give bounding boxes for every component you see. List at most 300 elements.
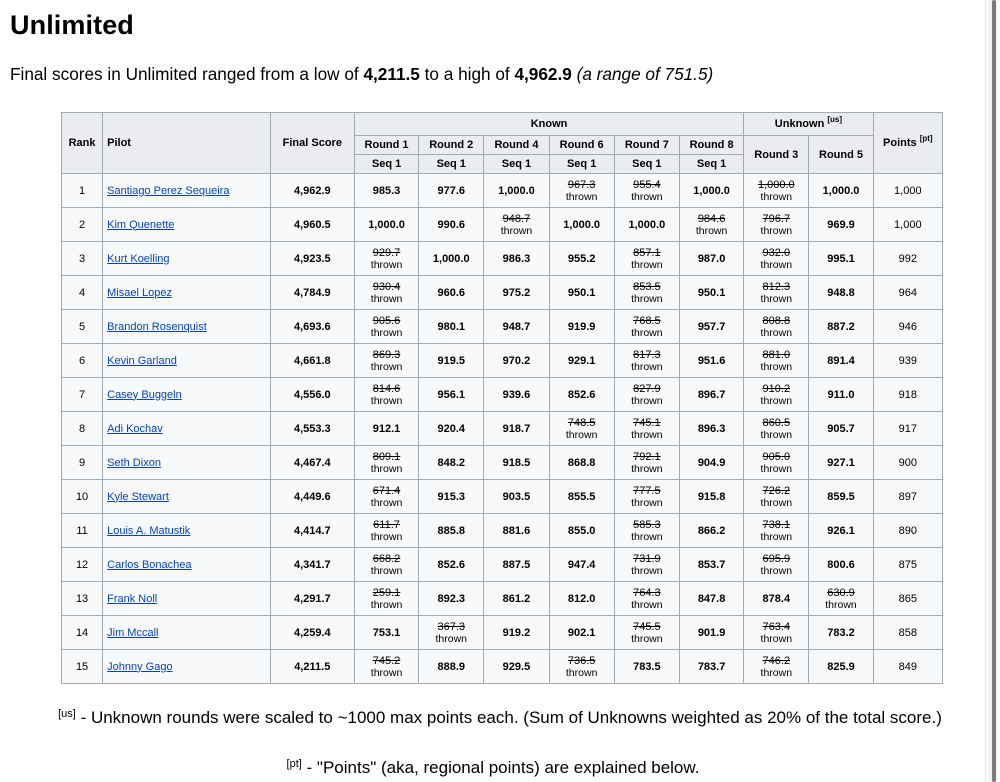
thrown-score: 764.3	[633, 586, 661, 599]
thrown-label: thrown	[370, 258, 403, 271]
score-cell	[614, 446, 679, 480]
footnote-unknown-text: - Unknown rounds were scaled to ~1000 max points each. (Sum of Unknowns weighted as 20% of the total score.)	[75, 708, 942, 727]
rank-cell: 7	[62, 378, 103, 412]
thrown-score: 905.6	[372, 314, 401, 327]
score-value: 950.1	[697, 286, 726, 299]
score-value: 1,000.0	[368, 218, 405, 231]
score-cell	[419, 480, 484, 514]
score-value: 861.2	[502, 592, 531, 605]
pilot-cell	[103, 412, 271, 446]
thrown-label: thrown	[565, 428, 598, 441]
score-cell	[419, 446, 484, 480]
thrown-score: 910.2	[762, 382, 791, 395]
score-cell	[484, 650, 549, 684]
score-value: 783.2	[827, 626, 855, 639]
thrown-label: thrown	[760, 632, 793, 645]
points-cell: 939	[873, 344, 942, 378]
col-header-known-round[interactable]: Round 6	[549, 136, 614, 155]
thrown-score: 736.5	[567, 654, 596, 667]
vertical-scrollbar[interactable]	[985, 0, 1000, 782]
summary-range-note: (a range of 751.5)	[576, 64, 714, 84]
score-cell	[679, 276, 743, 310]
score-cell	[419, 514, 484, 548]
final-score-cell: 4,449.6	[270, 480, 354, 514]
score-cell	[354, 310, 418, 344]
section-heading: Unlimited	[10, 10, 134, 40]
points-cell: 849	[873, 650, 942, 684]
thrown-score: 738.1	[762, 518, 791, 531]
score-value: 885.8	[437, 524, 465, 537]
score-value: 852.6	[567, 388, 596, 401]
score-value: 903.5	[502, 490, 531, 503]
score-cell	[809, 650, 873, 684]
points-cell: 897	[873, 480, 942, 514]
score-value: 947.4	[567, 558, 596, 571]
score-cell	[614, 208, 679, 242]
score-cell	[549, 344, 614, 378]
thrown-score: 792.1	[633, 450, 661, 463]
footnote-unknown-ref: [us]	[58, 708, 76, 720]
score-cell	[744, 548, 809, 582]
score-value: 783.7	[697, 660, 726, 673]
thrown-score: 948.7	[502, 212, 531, 225]
thrown-label: thrown	[370, 564, 403, 577]
score-cell	[614, 344, 679, 378]
score-value: 896.3	[697, 422, 726, 435]
thrown-score: 809.1	[372, 450, 401, 463]
summary-high-score: 4,962.9	[514, 64, 572, 84]
score-cell	[484, 616, 549, 650]
score-cell	[679, 616, 743, 650]
points-cell: 858	[873, 616, 942, 650]
pilot-cell	[103, 208, 271, 242]
table-row	[62, 480, 943, 514]
thrown-score: 745.1	[633, 416, 661, 429]
score-value: 887.5	[502, 558, 531, 571]
thrown-label: thrown	[760, 530, 793, 543]
thrown-score: 726.2	[762, 484, 791, 497]
final-score-cell: 4,923.5	[270, 242, 354, 276]
score-value: 848.2	[437, 456, 465, 469]
col-header-known-round[interactable]: Round 4	[484, 136, 549, 155]
thrown-score: 745.5	[633, 620, 661, 633]
score-cell	[484, 344, 549, 378]
col-header-known-round[interactable]: Round 2	[419, 136, 484, 155]
score-cell	[744, 446, 809, 480]
score-value: 918.7	[502, 422, 531, 435]
final-score-cell: 4,784.9	[270, 276, 354, 310]
score-value: 960.6	[437, 286, 465, 299]
score-cell	[549, 412, 614, 446]
score-cell	[549, 242, 614, 276]
footnote-points-text: - "Points" (aka, regional points) are explained below.	[301, 758, 700, 777]
final-score-cell: 4,693.6	[270, 310, 354, 344]
pilot-link[interactable]: Kim Quenette	[107, 218, 175, 231]
score-value: 892.3	[437, 592, 465, 605]
table-row	[62, 582, 943, 616]
score-value: 866.2	[697, 524, 726, 537]
score-cell	[354, 344, 418, 378]
table-row	[62, 310, 943, 344]
score-value: 919.5	[437, 354, 465, 367]
rank-cell: 15	[62, 650, 103, 684]
thrown-score: 585.3	[633, 518, 661, 531]
score-cell	[614, 242, 679, 276]
score-cell	[354, 480, 418, 514]
thrown-label: thrown	[435, 632, 467, 645]
score-cell	[614, 582, 679, 616]
thrown-label: thrown	[631, 326, 663, 339]
pilot-cell	[103, 582, 271, 616]
score-value: 825.9	[827, 660, 855, 673]
points-label: Points	[883, 137, 917, 149]
score-value: 855.5	[567, 490, 596, 503]
score-cell	[679, 412, 743, 446]
pilot-cell	[103, 174, 271, 208]
col-header-final-score[interactable]: Final Score	[270, 113, 354, 174]
thrown-score: 745.2	[372, 654, 401, 667]
pilot-link[interactable]: Adi Kochav	[107, 422, 163, 435]
thrown-label: thrown	[631, 292, 663, 305]
score-value: 887.2	[827, 320, 855, 333]
thrown-score: 611.7	[373, 518, 400, 531]
thrown-label: thrown	[631, 632, 663, 645]
score-value: 948.7	[502, 320, 531, 333]
thrown-label: thrown	[760, 394, 793, 407]
thrown-label: thrown	[370, 292, 403, 305]
points-cell: 1,000	[873, 174, 942, 208]
score-cell	[744, 412, 809, 446]
thrown-score: 827.9	[633, 382, 661, 395]
score-cell	[744, 582, 809, 616]
summary-low-score: 4,211.5	[363, 64, 420, 84]
final-score-cell: 4,467.4	[270, 446, 354, 480]
score-cell	[354, 650, 418, 684]
score-cell	[679, 344, 743, 378]
pilot-link[interactable]: Jim Mccall	[107, 626, 159, 639]
summary-text-1: Final scores in Unlimited ranged from a low of	[10, 64, 364, 84]
col-header-seq: Seq 1	[354, 155, 418, 174]
col-header-rank[interactable]: Rank	[62, 113, 103, 174]
thrown-score: 905.0	[762, 450, 791, 463]
col-header-seq: Seq 1	[614, 155, 679, 174]
pilot-link[interactable]: Misael Lopez	[107, 286, 172, 299]
thrown-label: thrown	[370, 598, 403, 611]
score-cell	[419, 548, 484, 582]
score-cell	[679, 582, 743, 616]
thrown-label: thrown	[760, 224, 793, 237]
col-header-round-5[interactable]: Round 5	[809, 136, 873, 174]
score-cell	[679, 242, 743, 276]
score-value: 852.6	[437, 558, 465, 571]
thrown-label: thrown	[631, 462, 663, 475]
final-score-cell: 4,962.9	[270, 174, 354, 208]
score-value: 919.2	[502, 626, 531, 639]
score-value: 986.3	[502, 252, 531, 265]
points-cell: 918	[873, 378, 942, 412]
rank-cell: 13	[62, 582, 103, 616]
score-value: 926.1	[827, 524, 855, 537]
points-cell: 964	[873, 276, 942, 310]
score-value: 881.6	[502, 524, 531, 537]
group-header-known: Known	[354, 113, 743, 136]
score-cell	[679, 514, 743, 548]
score-value: 847.8	[697, 592, 726, 605]
score-cell	[354, 446, 418, 480]
rank-cell: 11	[62, 514, 103, 548]
table-body	[62, 174, 943, 684]
col-header-seq: Seq 1	[419, 155, 484, 174]
score-cell	[419, 242, 484, 276]
pilot-link[interactable]: Frank Noll	[107, 592, 158, 605]
score-cell	[809, 378, 873, 412]
score-cell	[484, 446, 549, 480]
footnote-points-ref: [pt]	[286, 758, 302, 770]
pilot-link[interactable]: Louis A. Matustik	[107, 524, 191, 537]
score-cell	[809, 310, 873, 344]
score-cell	[419, 310, 484, 344]
final-score-cell: 4,259.4	[270, 616, 354, 650]
score-cell	[484, 378, 549, 412]
thrown-label: thrown	[631, 530, 663, 543]
score-cell	[354, 378, 418, 412]
thrown-label: thrown	[370, 530, 403, 543]
thrown-label: thrown	[370, 394, 403, 407]
thrown-label: thrown	[631, 496, 663, 509]
score-cell	[614, 310, 679, 344]
table-row	[62, 412, 943, 446]
thrown-label: thrown	[695, 224, 728, 237]
thrown-label: thrown	[760, 360, 793, 373]
pilot-cell	[103, 446, 271, 480]
thrown-label: thrown	[760, 462, 793, 475]
score-cell	[614, 616, 679, 650]
score-cell	[809, 446, 873, 480]
pilot-cell	[103, 514, 271, 548]
score-value: 1,000.0	[693, 184, 730, 197]
table-row	[62, 616, 943, 650]
table-row	[62, 650, 943, 684]
score-cell	[354, 242, 418, 276]
score-value: 929.5	[502, 660, 531, 673]
score-cell	[419, 276, 484, 310]
score-cell	[679, 650, 743, 684]
points-cell: 865	[873, 582, 942, 616]
thrown-score: 796.7	[762, 212, 791, 225]
rank-cell: 4	[62, 276, 103, 310]
score-cell	[809, 480, 873, 514]
group-header-unknown	[744, 113, 873, 136]
table-row	[62, 378, 943, 412]
score-cell	[809, 514, 873, 548]
footnote-unknown	[20, 707, 980, 728]
table-row	[62, 514, 943, 548]
score-value: 878.4	[762, 592, 791, 605]
pilot-link[interactable]: Brandon Rosenquist	[107, 320, 207, 333]
score-cell	[809, 276, 873, 310]
score-cell	[549, 208, 614, 242]
score-cell	[354, 412, 418, 446]
rank-cell: 10	[62, 480, 103, 514]
rank-cell: 3	[62, 242, 103, 276]
score-value: 956.1	[437, 388, 465, 401]
score-cell	[354, 174, 418, 208]
score-value: 939.6	[502, 388, 531, 401]
thrown-score: 731.9	[633, 552, 661, 565]
rank-cell: 14	[62, 616, 103, 650]
score-cell	[679, 378, 743, 412]
score-cell	[744, 242, 809, 276]
scrollbar-thumb[interactable]	[992, 0, 996, 782]
score-value: 911.0	[827, 388, 855, 401]
final-score-cell: 4,661.8	[270, 344, 354, 378]
score-cell	[354, 208, 418, 242]
pilot-link[interactable]: Carlos Bonachea	[107, 558, 192, 571]
score-cell	[809, 616, 873, 650]
pilot-cell	[103, 480, 271, 514]
score-value: 977.6	[437, 184, 465, 197]
points-cell: 900	[873, 446, 942, 480]
score-value: 927.1	[827, 456, 855, 469]
final-score-cell: 4,211.5	[270, 650, 354, 684]
pilot-link[interactable]: Kurt Koelling	[107, 252, 170, 265]
score-cell	[549, 378, 614, 412]
score-cell	[679, 310, 743, 344]
score-value: 783.5	[633, 660, 661, 673]
col-header-known-round[interactable]: Round 1	[354, 136, 418, 155]
pilot-cell	[103, 310, 271, 344]
pilot-link[interactable]: Santiago Perez Sequeira	[107, 184, 230, 197]
footnote-points	[0, 757, 986, 778]
score-cell	[614, 174, 679, 208]
score-value: 1,000.0	[628, 218, 666, 231]
thrown-label: thrown	[565, 190, 598, 203]
rank-cell: 9	[62, 446, 103, 480]
score-cell	[419, 650, 484, 684]
thrown-label: thrown	[370, 360, 403, 373]
score-value: 957.7	[697, 320, 726, 333]
score-value: 896.7	[697, 388, 726, 401]
thrown-score: 853.5	[633, 280, 661, 293]
thrown-label: thrown	[760, 258, 793, 271]
score-cell	[419, 344, 484, 378]
thrown-label: thrown	[370, 496, 403, 509]
score-cell	[549, 276, 614, 310]
thrown-label: thrown	[760, 428, 793, 441]
points-footnote-ref[interactable]: [pt]	[919, 134, 933, 143]
table-row	[62, 174, 943, 208]
score-value: 812.0	[567, 592, 596, 605]
points-cell: 890	[873, 514, 942, 548]
score-value: 920.4	[437, 422, 465, 435]
thrown-label: thrown	[370, 326, 403, 339]
table-row	[62, 446, 943, 480]
score-cell	[809, 208, 873, 242]
thrown-score: 746.2	[762, 654, 791, 667]
thrown-label: thrown	[825, 598, 857, 611]
unknown-label: Unknown	[774, 118, 825, 130]
thrown-score: 814.6	[372, 382, 401, 395]
score-cell	[419, 582, 484, 616]
score-value: 888.9	[437, 660, 465, 673]
thrown-label: thrown	[565, 666, 598, 679]
score-cell	[744, 616, 809, 650]
points-cell: 875	[873, 548, 942, 582]
score-value: 980.1	[437, 320, 465, 333]
col-header-seq: Seq 1	[484, 155, 549, 174]
thrown-label: thrown	[760, 190, 793, 203]
thrown-label: thrown	[631, 360, 663, 373]
thrown-score: 671.4	[372, 484, 401, 497]
final-score-cell: 4,414.7	[270, 514, 354, 548]
rank-cell: 8	[62, 412, 103, 446]
pilot-cell	[103, 378, 271, 412]
score-cell	[744, 480, 809, 514]
score-cell	[354, 616, 418, 650]
col-header-known-round[interactable]: Round 8	[679, 136, 743, 155]
col-header-known-round[interactable]: Round 7	[614, 136, 679, 155]
pilot-link[interactable]: Kyle Stewart	[107, 490, 169, 503]
thrown-score: 817.3	[633, 348, 661, 361]
score-value: 868.8	[567, 456, 596, 469]
score-cell	[679, 446, 743, 480]
points-cell: 992	[873, 242, 942, 276]
score-value: 955.2	[567, 252, 596, 265]
thrown-score: 955.4	[633, 178, 661, 191]
col-header-round-3[interactable]: Round 3	[744, 136, 809, 174]
table-row	[62, 242, 943, 276]
score-cell	[679, 548, 743, 582]
pilot-link[interactable]: Seth Dixon	[107, 456, 161, 469]
col-header-seq: Seq 1	[549, 155, 614, 174]
score-value: 919.9	[567, 320, 596, 333]
pilot-link[interactable]: Casey Buggeln	[107, 388, 182, 401]
score-cell	[419, 174, 484, 208]
pilot-link[interactable]: Kevin Garland	[107, 354, 177, 367]
score-cell	[744, 208, 809, 242]
score-value: 915.3	[437, 490, 465, 503]
score-value: 918.5	[502, 456, 531, 469]
thrown-score: 367.3	[437, 620, 465, 633]
score-cell	[354, 582, 418, 616]
score-cell	[614, 480, 679, 514]
score-cell	[484, 412, 549, 446]
score-value: 995.1	[827, 252, 855, 265]
pilot-cell	[103, 650, 271, 684]
score-value: 1,000.0	[432, 252, 470, 265]
score-cell	[744, 650, 809, 684]
score-cell	[549, 514, 614, 548]
score-cell	[419, 412, 484, 446]
thrown-label: thrown	[500, 224, 533, 237]
col-header-pilot[interactable]: Pilot	[103, 113, 271, 174]
unknown-footnote-ref[interactable]: [us]	[827, 115, 843, 124]
col-header-points[interactable]	[873, 113, 942, 174]
score-cell	[679, 174, 743, 208]
thrown-score: 881.0	[762, 348, 791, 361]
pilot-link[interactable]: Johnny Gago	[107, 660, 173, 673]
score-value: 901.9	[697, 626, 726, 639]
score-value: 985.3	[372, 184, 401, 197]
thrown-label: thrown	[370, 666, 403, 679]
score-cell	[809, 174, 873, 208]
score-cell	[549, 548, 614, 582]
score-cell	[744, 514, 809, 548]
score-cell	[614, 548, 679, 582]
score-cell	[484, 582, 549, 616]
thrown-score: 768.5	[633, 314, 661, 327]
score-cell	[549, 582, 614, 616]
